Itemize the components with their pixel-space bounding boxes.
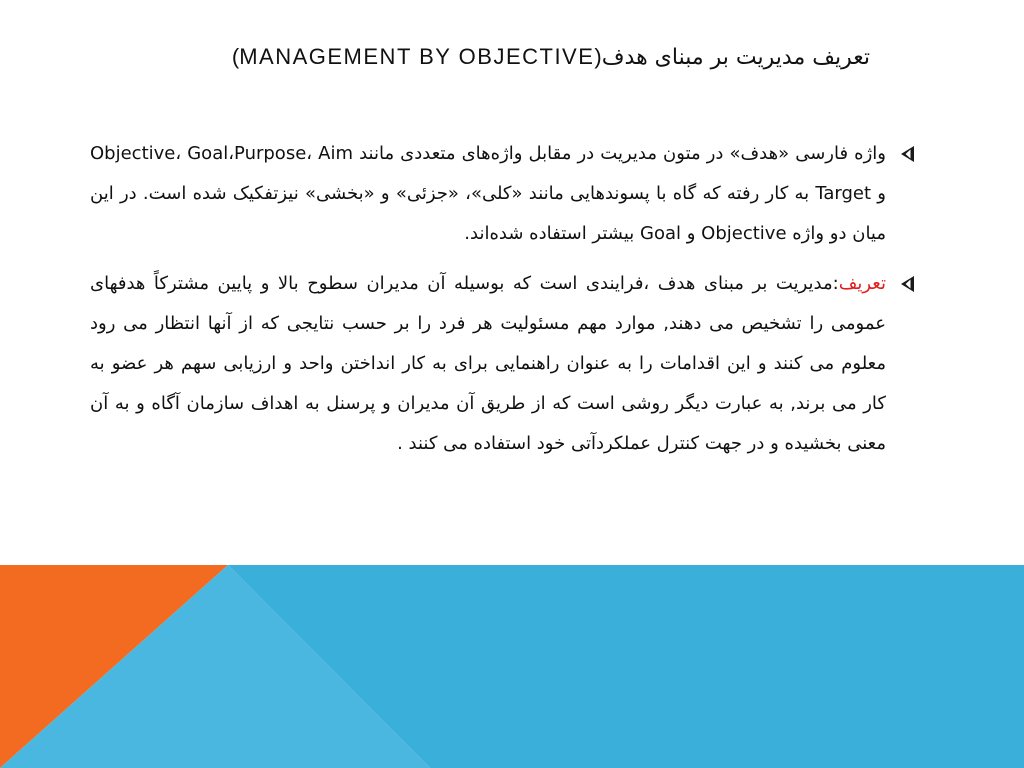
bullet-text: واژه فارسی «هدف» در متون مدیریت در مقابل واژه‌های متعددی مانند Objective، Goal،Purpose، Aim و Target به کار رفته که گاه با پسوندهایی مانند «کلی»، «جزئی» و «بخشی» نیزتفکیک شده است. در این میان دو واژه Objective و Goal بیشتر استفاده شده‌اند.	[90, 143, 886, 244]
chevron-bullet-icon	[894, 134, 920, 174]
bullet-item-2	[90, 264, 920, 464]
definition-term: تعریف	[838, 273, 886, 294]
title-english: (MANAGEMENT BY OBJECTIVE)	[231, 44, 602, 69]
definition-colon: :	[832, 273, 839, 294]
chevron-bullet-icon	[894, 264, 920, 304]
bullet-item-1	[90, 134, 920, 254]
bullet-list	[90, 134, 920, 474]
bullet-text: مدیریت بر مبنای هدف ،فرایندی است که بوسیله آن مدیران سطوح بالا و پایین مشترکاً هدفهای عمومی را تشخیص می دهند, موارد مهم مسئولیت هر فرد را بر حسب نتایجی که از آنها انتظار می رود معلوم می کنند و این اقدامات را به عنوان راهنمایی برای به کار انداختن واحد و ارزیابی سهم هر عضو به کار می برند, به عبارت دیگر روشی است که از طریق آن مدیران و پرسنل به اهداف سازمان آگاه و به آن معنی بخشیده و در جهت کنترل عملکردآتی خود استفاده می کنند .	[90, 273, 886, 454]
slide-title	[100, 44, 870, 71]
title-persian: تعریف مدیریت بر مبنای هدف	[601, 45, 870, 70]
